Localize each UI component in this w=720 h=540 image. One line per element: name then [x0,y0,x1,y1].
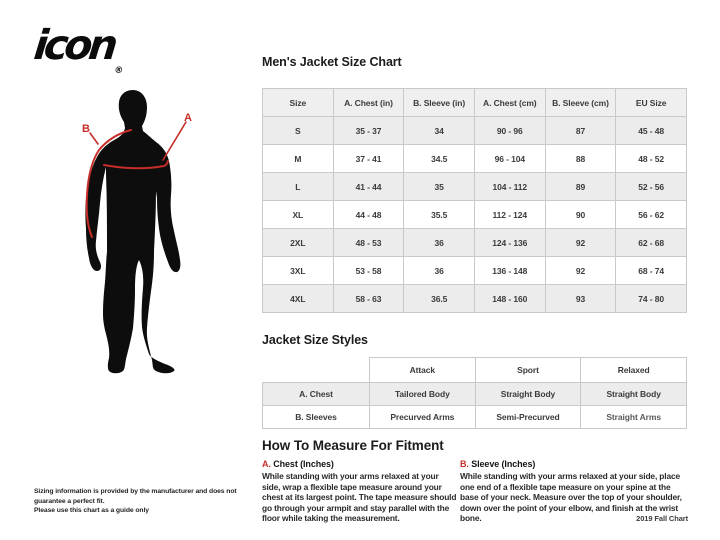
chart-content-column [262,0,688,540]
sleeve-label-b: B [82,123,90,135]
style-row-sleeves [263,406,687,429]
cell-eu-size: 48 - 52 [616,145,687,173]
chart-edition-label: 2019 Fall Chart [636,514,688,523]
col-header-sleeve-in: B. Sleeve (in) [404,89,475,117]
size-row-l [263,173,687,201]
cell-chest-in: 53 - 58 [333,257,404,285]
size-row-s [263,117,687,145]
cell-chest-in: 35 - 37 [333,117,404,145]
cell-chest-in: 41 - 44 [333,173,404,201]
col-header-chest-cm: A. Chest (cm) [474,89,545,117]
mens-jacket-size-table [262,88,687,313]
col-header-relaxed: Relaxed [581,358,687,383]
cell-sleeve-cm: 89 [545,173,616,201]
size-row-4xl [263,285,687,313]
cell-sleeve-cm: 90 [545,201,616,229]
cell-relaxed-chest: Straight Body [581,383,687,406]
cell-sleeve-in: 34.5 [404,145,475,173]
row-header-sleeves: B. Sleeves [263,406,370,429]
size-row-xl [263,201,687,229]
cell-sleeve-in: 34 [404,117,475,145]
body-silhouette-svg [40,70,260,470]
cell-size: 2XL [263,229,334,257]
cell-size: XL [263,201,334,229]
cell-chest-in: 58 - 63 [333,285,404,313]
col-header-size: Size [263,89,334,117]
size-table-header-row [263,89,687,117]
chest-label-a: A [184,112,192,124]
cell-chest-cm: 104 - 112 [474,173,545,201]
cell-sleeve-cm: 92 [545,257,616,285]
measurement-figure-diagram [40,70,260,470]
col-header-sleeve-cm: B. Sleeve (cm) [545,89,616,117]
cell-size: 3XL [263,257,334,285]
cell-size: 4XL [263,285,334,313]
cell-size: L [263,173,334,201]
jacket-size-styles-table [262,357,687,429]
cell-attack-sleeves: Precurved Arms [370,406,476,429]
cell-attack-chest: Tailored Body [370,383,476,406]
cell-size: M [263,145,334,173]
size-chart-title: Men's Jacket Size Chart [262,55,402,69]
cell-eu-size: 68 - 74 [616,257,687,285]
registered-trademark-symbol: ® [113,66,124,76]
measure-chest-heading [262,459,459,469]
size-row-m [263,145,687,173]
cell-eu-size: 52 - 56 [616,173,687,201]
measure-section-title: How To Measure For Fitment [262,438,444,453]
style-row-chest [263,383,687,406]
cell-sleeve-in: 35.5 [404,201,475,229]
cell-eu-size: 62 - 68 [616,229,687,257]
icon-brand-logo [31,21,176,76]
cell-sleeve-cm: 88 [545,145,616,173]
cell-chest-cm: 112 - 124 [474,201,545,229]
disclaimer-line-2: Please use this chart as a guide only [34,507,149,514]
cell-chest-cm: 136 - 148 [474,257,545,285]
blank-corner-cell [263,358,370,383]
cell-chest-cm: 148 - 160 [474,285,545,313]
cell-relaxed-sleeves: Straight Arms [581,406,687,429]
cell-chest-in: 37 - 41 [333,145,404,173]
measure-chest-prefix: A. [262,459,271,469]
cell-sleeve-in: 36 [404,257,475,285]
measure-chest-heading-text: Chest (Inches) [270,459,334,469]
sizing-disclaimer [34,487,258,516]
measure-sleeve-body-text: While standing with your arms relaxed at your side, place one end of a flexible tape measure on your spine at the base of your neck. Measure over the top of your shoulder, down over the point of your elbow, and finish at the wrist bone. [460,471,682,524]
cell-sleeve-cm: 92 [545,229,616,257]
cell-chest-cm: 124 - 136 [474,229,545,257]
measure-sleeve-heading [460,459,688,469]
col-header-attack: Attack [370,358,476,383]
cell-chest-cm: 96 - 104 [474,145,545,173]
man-silhouette [85,90,180,373]
cell-eu-size: 74 - 80 [616,285,687,313]
cell-chest-in: 48 - 53 [333,229,404,257]
style-table-header-row [263,358,687,383]
cell-eu-size: 56 - 62 [616,201,687,229]
measure-sleeve-prefix: B. [460,459,469,469]
cell-sleeve-cm: 93 [545,285,616,313]
disclaimer-line-1: Sizing information is provided by the manufacturer and does not guarantee a perfect fit. [34,488,237,505]
cell-chest-cm: 90 - 96 [474,117,545,145]
measure-chest-instructions [262,459,459,524]
size-row-2xl [263,229,687,257]
label-a-leader-line [163,122,186,160]
cell-sport-sleeves: Semi-Precurved [475,406,581,429]
cell-size: S [263,117,334,145]
cell-sport-chest: Straight Body [475,383,581,406]
measure-chest-body-text: While standing with your arms relaxed at your side, wrap a flexible tape measure around your chest at its largest point. The tape measure should go through your armpit and stay parallel with the floor while taking the measurement. [262,471,457,524]
label-b-leader-line [90,133,98,144]
measure-sleeve-heading-text: Sleeve (Inches) [468,459,536,469]
col-header-eu-size: EU Size [616,89,687,117]
row-header-chest: A. Chest [263,383,370,406]
cell-eu-size: 45 - 48 [616,117,687,145]
cell-sleeve-in: 36.5 [404,285,475,313]
col-header-chest-in: A. Chest (in) [333,89,404,117]
col-header-sport: Sport [475,358,581,383]
cell-chest-in: 44 - 48 [333,201,404,229]
logo-wordmark: icon [31,21,117,69]
cell-sleeve-cm: 87 [545,117,616,145]
size-row-3xl [263,257,687,285]
cell-sleeve-in: 35 [404,173,475,201]
style-chart-title: Jacket Size Styles [262,333,368,347]
cell-sleeve-in: 36 [404,229,475,257]
